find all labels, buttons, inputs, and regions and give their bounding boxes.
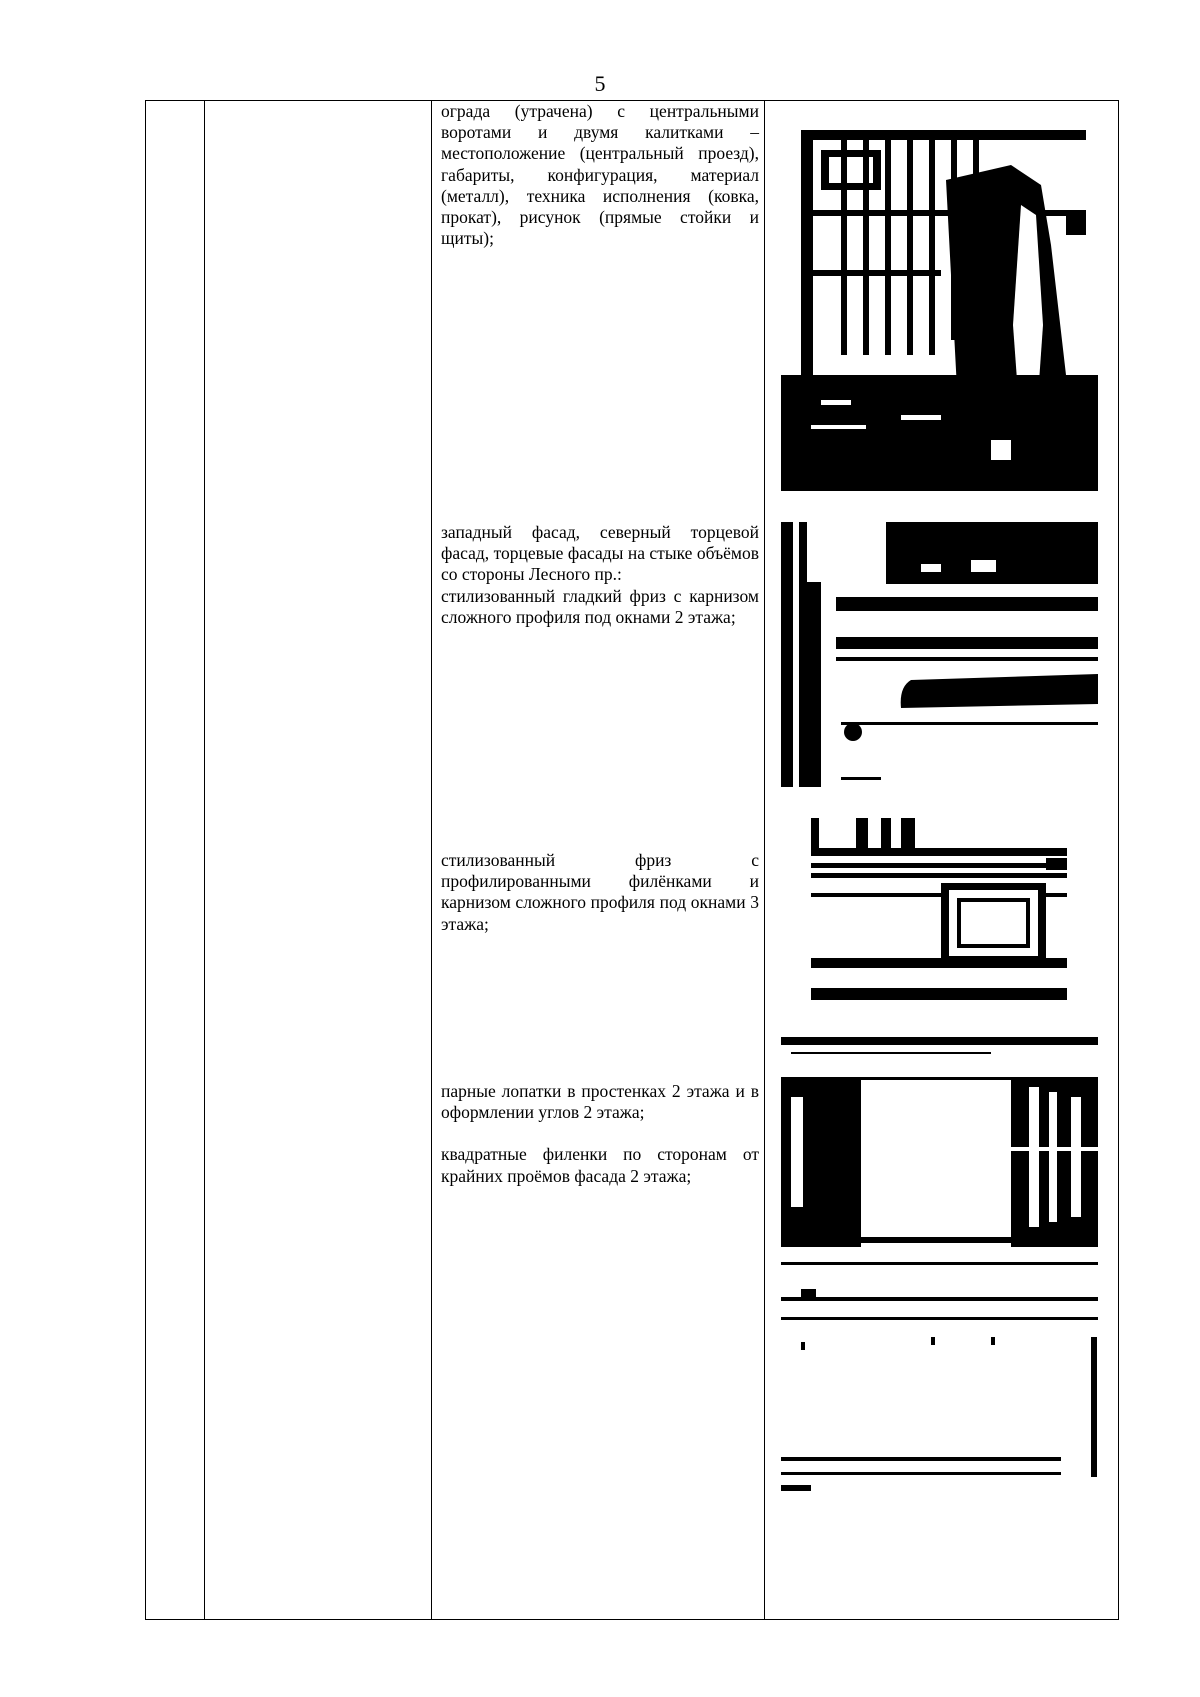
frieze-photo-icon — [781, 522, 1098, 787]
page-number: 5 — [594, 71, 606, 96]
pilasters-photo-icon — [781, 1037, 1098, 1497]
feature-paragraph: стилизованный гладкий фриз с карнизом сложного профиля под окнами 2 этажа; — [441, 585, 759, 627]
column-divider — [204, 101, 205, 1619]
feature-text-pilasters — [441, 1081, 759, 1187]
feature-paragraph: западный фасад, северный торцевой фасад, торцевые фасады на стыке объёмов со стороны Лесного пр.: — [441, 522, 759, 585]
column-divider — [431, 101, 432, 1619]
feature-text-gate — [441, 101, 759, 249]
gate-photo-icon — [781, 125, 1098, 491]
column-divider — [764, 101, 765, 1619]
feature-text-frieze-2nd-floor — [441, 522, 759, 628]
feature-paragraph: парные лопатки в простенках 2 этажа и в оформлении углов 2 этажа; — [441, 1081, 759, 1123]
feature-paragraph: стилизованный фриз с профилированными филёнками и карнизом сложного профиля под окнами 3 этажа; — [441, 850, 759, 934]
feature-paragraph: квадратные филенки по сторонам от крайних проёмов фасада 2 этажа; — [441, 1144, 759, 1186]
feature-paragraph: ограда (утрачена) с центральными воротами и двумя калитками – местоположение (центральный проезд), габариты, конфигурация, материал (металл), техника исполнения (ковка, прокат), рисунок (прямые стойки и щиты); — [441, 101, 759, 249]
feature-text-frieze-3rd-floor — [441, 850, 759, 935]
panel-frieze-photo-icon — [811, 818, 1067, 1000]
